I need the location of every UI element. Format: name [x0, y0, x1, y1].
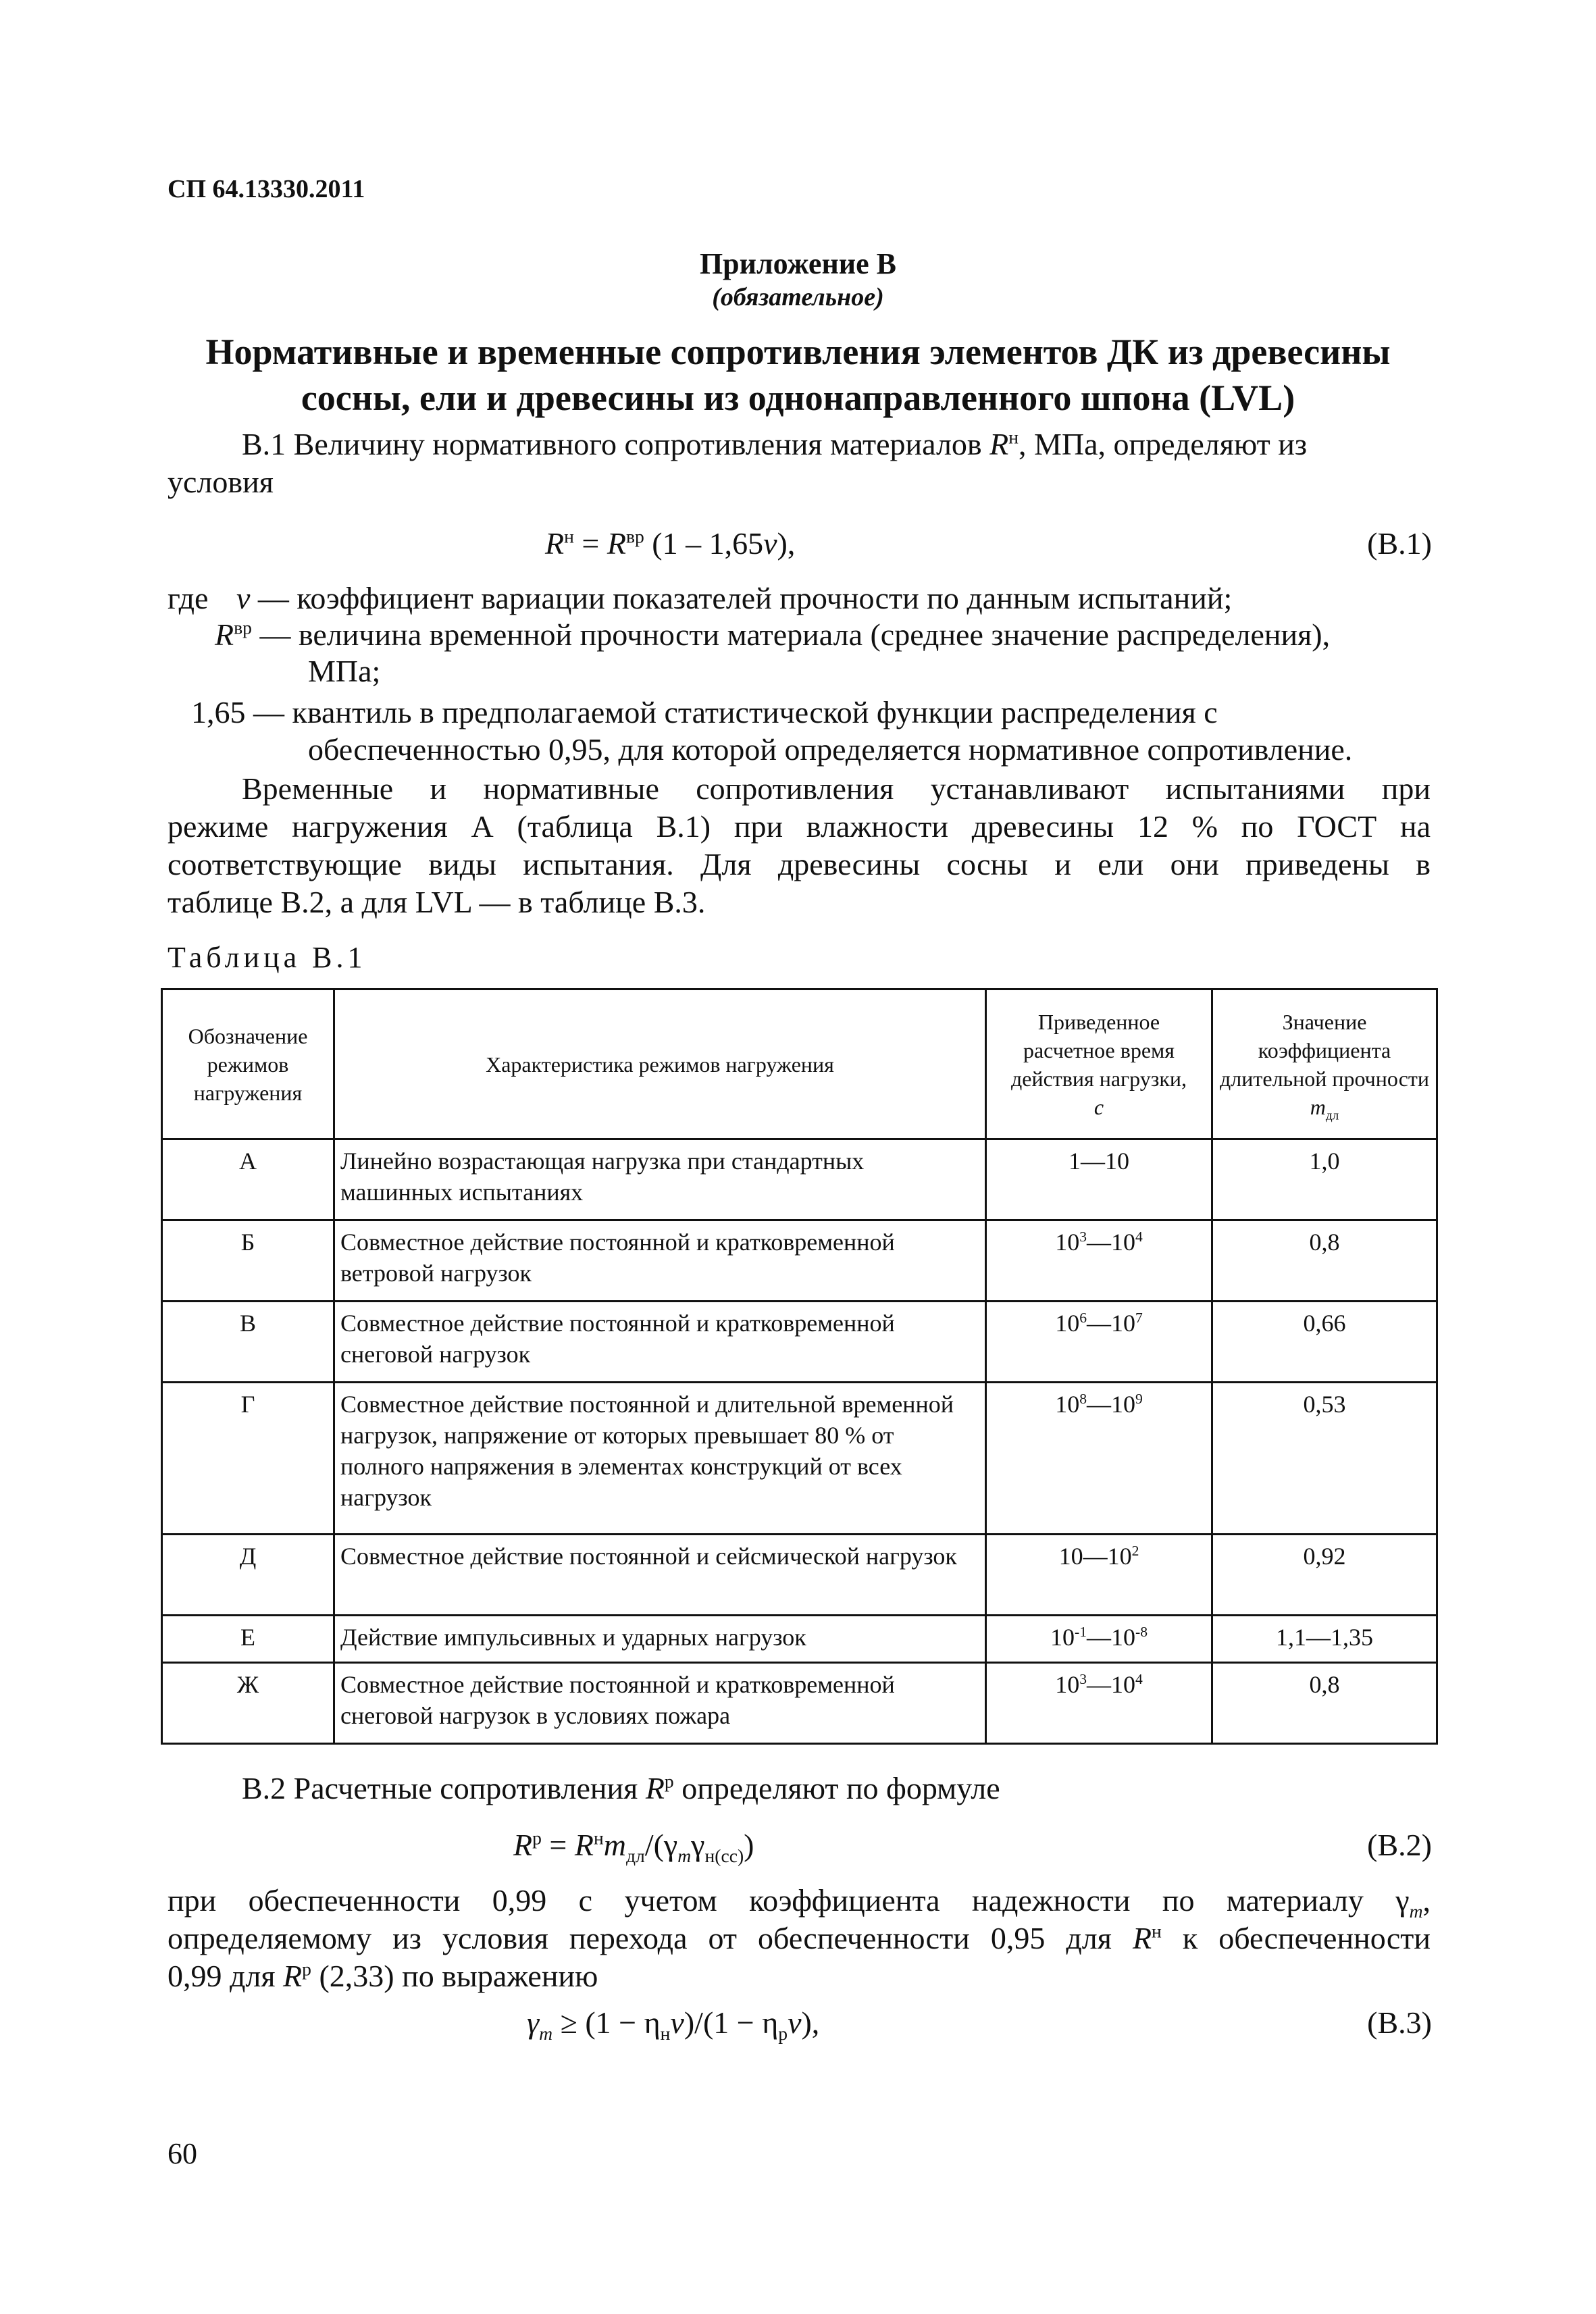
para-temp: Временные и нормативные сопротивления устанавливают испытаниями при режиме нагружения А (таблица В.1) при влажности древесины 12 % по ГОСТ на соответствующие виды испытания. Для древесины сосны и ели они приведены в таблице В.2, а для LVL — в таблице В.3.	[168, 771, 1431, 919]
cell-mode: Д	[162, 1535, 334, 1616]
header-mode: Обозначение режимов нагружения	[162, 989, 334, 1139]
header-time: Приведенное расчетное время действия нагрузки, с	[986, 989, 1212, 1139]
cell-description: Совместное действие постоянной и кратковременной снеговой нагрузок в условиях пожара	[334, 1663, 986, 1744]
cell-coefficient: 0,8	[1212, 1220, 1437, 1302]
formula-b3: $\gamma_m \ge (1 - \eta_нv)/(1 - \eta_рv)$,	[527, 2005, 820, 2045]
cell-time: $10^3—10^4$	[986, 1663, 1212, 1744]
table-row	[162, 1616, 1437, 1663]
cell-mode: В	[162, 1302, 334, 1383]
formula-b2: $R^р = R^нm_{дл}/(\gamma_m\gamma_{н(сс)})$	[513, 1827, 754, 1867]
main-title-line-2: сосны, ели и древесины из однонаправленного шпона (LVL)	[301, 378, 1295, 418]
table-loading-modes	[161, 988, 1438, 1745]
table-row	[162, 1139, 1437, 1220]
def-r: $R^{вр}$ — величина временной прочности материала (среднее значение распределения),	[215, 617, 1331, 652]
cell-coefficient: 1,0	[1212, 1139, 1437, 1220]
cell-time: $10^3—10^4$	[986, 1220, 1212, 1302]
cell-coefficient: 0,53	[1212, 1383, 1437, 1535]
cell-coefficient: 0,8	[1212, 1663, 1437, 1744]
table-row	[162, 1220, 1437, 1302]
para-b1-line-1: В.1 Величину нормативного сопротивления материалов $R^н$, МПа, определяют из	[242, 426, 1308, 461]
cell-coefficient: 0,66	[1212, 1302, 1437, 1383]
def-quantile: 1,65 — квантиль в предполагаемой статистической функции распределения с	[191, 695, 1218, 729]
appendix-subtitle: (обязательное)	[712, 283, 884, 311]
formula-b2-number: (В.2)	[1367, 1828, 1432, 1862]
main-title-line-1: Нормативные и временные сопротивления элементов ДК из древесины	[205, 332, 1391, 372]
table-header-row	[162, 989, 1437, 1139]
cell-description: Совместное действие постоянной и кратковременной снеговой нагрузок	[334, 1302, 986, 1383]
para-b2: В.2 Расчетные сопротивления $R^р$ определяют по формуле	[242, 1770, 1000, 1805]
formula-b1: $R^н = R^{вр}$ (1 – 1,65v),	[545, 525, 796, 561]
table-row	[162, 1663, 1437, 1744]
cell-time: $10—10^2$	[986, 1535, 1212, 1616]
cell-mode: Ж	[162, 1663, 334, 1744]
def-quantile-cont: обеспеченностью 0,95, для которой определяется нормативное сопротивление.	[308, 732, 1353, 767]
table-caption: Таблица В.1	[168, 941, 367, 974]
main-title	[0, 329, 1596, 421]
cell-description: Линейно возрастающая нагрузка при стандартных машинных испытаниях	[334, 1139, 986, 1220]
table-row	[162, 1535, 1437, 1616]
def-v: v — коэффициент вариации показателей прочности по данным испытаний;	[236, 581, 1233, 615]
para-b1-line-2: условия	[168, 465, 274, 499]
header-coefficient: Значение коэффициента длительной прочности $m_{дл}$	[1212, 989, 1437, 1139]
cell-mode: Е	[162, 1616, 334, 1663]
cell-coefficient: 1,1—1,35	[1212, 1616, 1437, 1663]
cell-time: $10^{-1}—10^{-8}$	[986, 1616, 1212, 1663]
appendix-title: Приложение В	[699, 247, 897, 280]
table-row	[162, 1302, 1437, 1383]
formula-b1-number: (В.1)	[1367, 526, 1432, 561]
cell-description: Действие импульсивных и ударных нагрузок	[334, 1616, 986, 1663]
def-r-unit: МПа;	[308, 654, 381, 688]
cell-mode: Г	[162, 1383, 334, 1535]
cell-description: Совместное действие постоянной и кратковременной ветровой нагрузок	[334, 1220, 986, 1302]
cell-time: 1—10	[986, 1139, 1212, 1220]
cell-coefficient: 0,92	[1212, 1535, 1437, 1616]
cell-description: Совместное действие постоянной и длительной временной нагрузок, напряжение от которых превышает 80 % от полного напряжения в элементах конструкций от всех нагрузок	[334, 1383, 986, 1535]
cell-description: Совместное действие постоянной и сейсмической нагрузок	[334, 1535, 986, 1616]
cell-time: $10^6—10^7$	[986, 1302, 1212, 1383]
document-code: СП 64.13330.2011	[168, 175, 365, 203]
table-row	[162, 1383, 1437, 1535]
def-where: где	[168, 581, 209, 615]
cell-mode: Б	[162, 1220, 334, 1302]
para-b3: при обеспеченности 0,99 с учетом коэффициента надежности по материалу $\gamma_m$, определяемому из условия перехода от обеспеченности 0,95 для $R^н$ к обеспеченности 0,99 для $R^р$ (2,33) по выражению	[168, 1883, 1431, 1993]
cell-time: $10^8—10^9$	[986, 1383, 1212, 1535]
formula-b3-number: (В.3)	[1367, 2005, 1432, 2040]
cell-mode: А	[162, 1139, 334, 1220]
page-number: 60	[168, 2137, 197, 2170]
header-characteristic: Характеристика режимов нагружения	[334, 989, 986, 1139]
